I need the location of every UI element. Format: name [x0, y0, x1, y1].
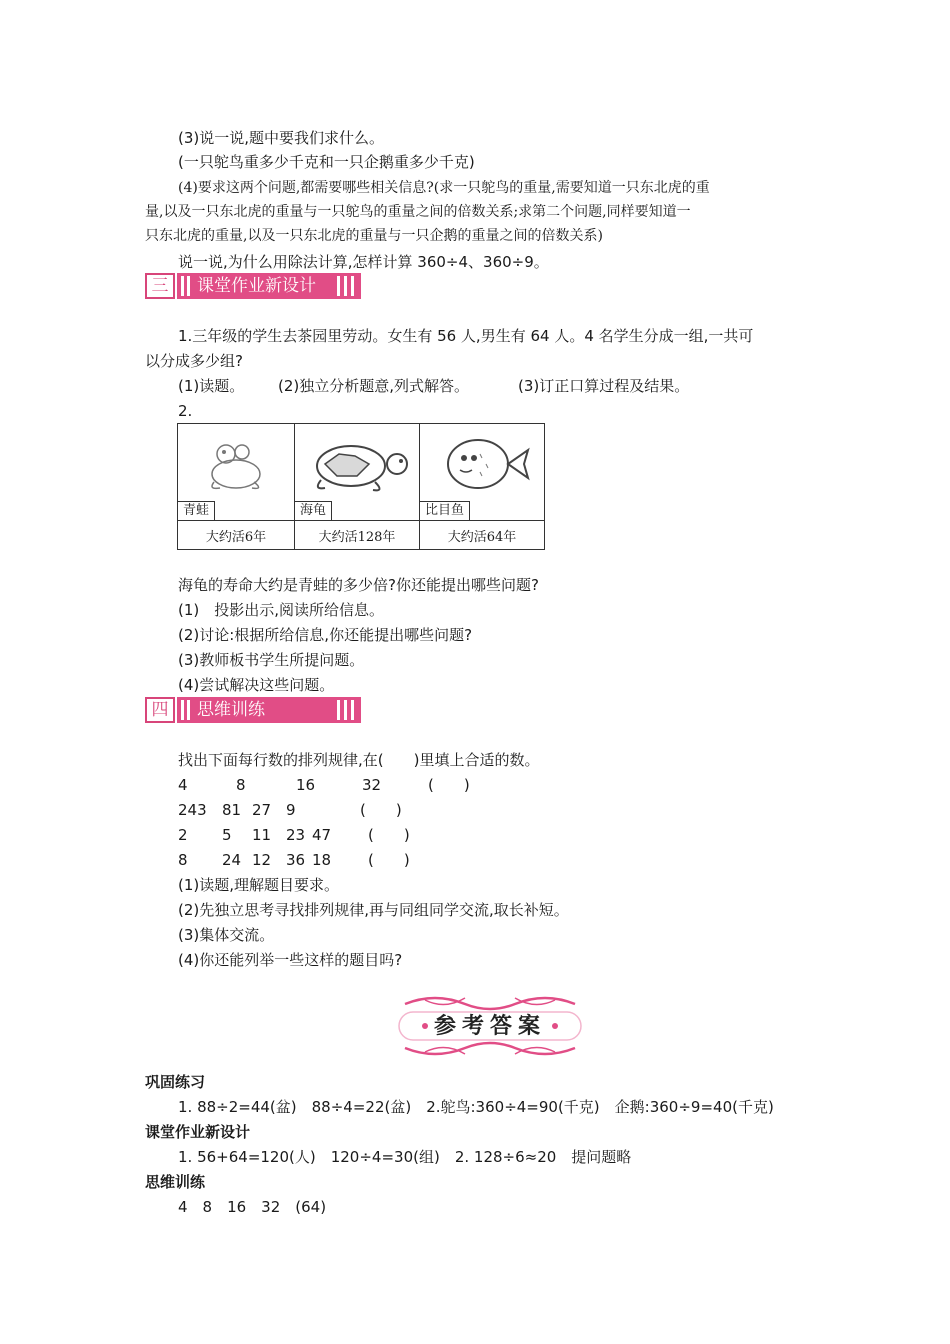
q1-line-2: 以分成多少组?	[145, 352, 243, 370]
sequence-value: 4	[178, 776, 188, 794]
sequence-value: 47	[312, 826, 332, 844]
sequence-value: 81	[222, 801, 242, 819]
sequence-value: 2	[178, 826, 188, 844]
answer-line-2: 1. 56+64=120(人) 120÷4=30(组) 2. 128÷6≈20 提问题略	[178, 1148, 632, 1166]
animal-cell-frog	[178, 424, 295, 521]
sequence-value: 18	[312, 851, 332, 869]
sequence-value: 8	[236, 776, 246, 794]
intro-line-5: 只东北虎的重量,以及一只东北虎的重量与一只企鹅的重量之间的倍数关系)	[145, 228, 603, 244]
sequence-value: 36	[286, 851, 306, 869]
section-4-bar	[177, 697, 361, 723]
q1-line-1: 1.三年级的学生去茶园里劳动。女生有 56 人,男生有 64 人。4 名学生分成一组,一共可	[178, 327, 754, 345]
intro-line-3: (4)要求这两个问题,都需要哪些相关信息?(求一只鸵鸟的重量,需要知道一只东北虎的重	[178, 180, 710, 196]
animal-cell-flounder	[420, 424, 545, 521]
section-4-banner	[145, 697, 361, 723]
q1-step-2: (2)独立分析题意,列式解答。	[278, 377, 470, 395]
turtle-icon	[295, 424, 419, 502]
section-4-number: 四	[145, 697, 175, 723]
sequence-blank: ( )	[368, 826, 410, 844]
sequence-value: 32	[362, 776, 382, 794]
sequence-value: 11	[252, 826, 272, 844]
animal-life-frog: 大约活6年	[178, 521, 295, 550]
procedure-4: (4)尝试解决这些问题。	[178, 676, 335, 694]
answer-heading-3: 思维训练	[145, 1173, 206, 1191]
thinking-step-4: (4)你还能列举一些这样的题目吗?	[178, 951, 403, 969]
section-3-title: 课堂作业新设计	[197, 276, 316, 296]
sequence-blank: ( )	[368, 851, 410, 869]
thinking-step-2: (2)先独立思考寻找排列规律,再与同组同学交流,取长补短。	[178, 901, 569, 919]
intro-line-6: 说一说,为什么用除法计算,怎样计算 360÷4、360÷9。	[178, 253, 549, 271]
intro-line-2: (一只鸵鸟重多少千克和一只企鹅重多少千克)	[178, 153, 475, 171]
answer-heading-1: 巩固练习	[145, 1073, 206, 1091]
animal-life-turtle: 大约活128年	[295, 521, 420, 550]
sequence-value: 24	[222, 851, 242, 869]
sequence-instruction: 找出下面每行数的排列规律,在( )里填上合适的数。	[178, 751, 540, 769]
intro-line-4: 量,以及一只东北虎的重量与一只鸵鸟的重量之间的倍数关系;求第二个问题,同样要知道一	[145, 204, 691, 220]
sequence-value: 12	[252, 851, 272, 869]
section-4-title: 思维训练	[197, 700, 265, 720]
answer-line-1: 1. 88÷2=44(盆) 88÷4=22(盆) 2.鸵鸟:360÷4=90(千克) 企鹅:360÷9=40(千克)	[178, 1098, 774, 1116]
answer-heading-2: 课堂作业新设计	[145, 1123, 251, 1141]
procedure-2: (2)讨论:根据所给信息,你还能提出哪些问题?	[178, 626, 473, 644]
animal-table	[177, 423, 545, 550]
section-3-bar	[177, 273, 361, 299]
q1-step-3: (3)订正口算过程及结果。	[518, 377, 690, 395]
sequence-value: 16	[296, 776, 316, 794]
sequence-value: 243	[178, 801, 207, 819]
procedure-1: (1) 投影出示,阅读所给信息。	[178, 601, 385, 619]
thinking-step-1: (1)读题,理解题目要求。	[178, 876, 340, 894]
procedure-3: (3)教师板书学生所提问题。	[178, 651, 365, 669]
flounder-icon	[420, 424, 544, 502]
sequence-value: 23	[286, 826, 306, 844]
thinking-step-3: (3)集体交流。	[178, 926, 275, 944]
intro-line-1: (3)说一说,题中要我们求什么。	[178, 129, 385, 147]
animal-cell-turtle	[295, 424, 420, 521]
lifespan-question: 海龟的寿命大约是青蛙的多少倍?你还能提出哪些问题?	[178, 576, 539, 594]
sequence-blank: ( )	[360, 801, 402, 819]
sequence-value: 9	[286, 801, 296, 819]
section-3-banner	[145, 273, 361, 299]
frog-icon	[178, 424, 294, 502]
answer-key-title: 参考答案	[433, 1013, 546, 1039]
animal-name-flounder: 比目鱼	[420, 501, 470, 520]
animal-life-flounder: 大约活64年	[420, 521, 545, 550]
q2-label: 2.	[178, 402, 193, 420]
section-3-number: 三	[145, 273, 175, 299]
q1-step-1: (1)读题。	[178, 377, 245, 395]
sequence-blank: ( )	[428, 776, 470, 794]
animal-name-turtle: 海龟	[295, 501, 332, 520]
sequence-value: 8	[178, 851, 188, 869]
animal-name-frog: 青蛙	[178, 501, 215, 520]
sequence-value: 27	[252, 801, 272, 819]
sequence-value: 5	[222, 826, 232, 844]
answer-line-3: 4 8 16 32 (64)	[178, 1198, 327, 1216]
answer-key-banner	[385, 990, 595, 1062]
